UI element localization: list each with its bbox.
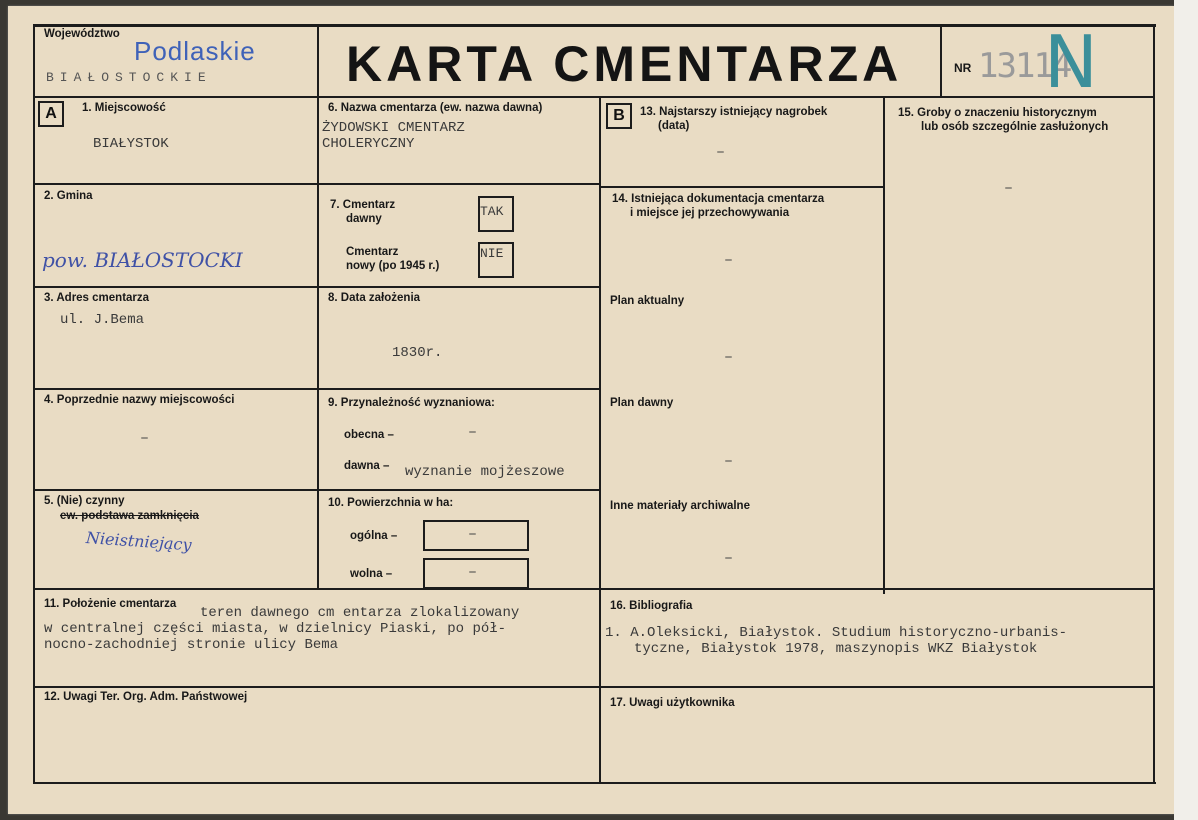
field-3-value: ul. J.Bema [60, 312, 145, 328]
plan-aktualny-value: – [724, 349, 734, 366]
field-14-label-line1: 14. Istniejąca dokumentacja cmentarza [612, 193, 825, 205]
field-13-label-line1: 13. Najstarszy istniejący nagrobek [640, 106, 828, 118]
line-row1 [34, 183, 601, 185]
field-11-line3: nocno-zachodniej stronie ulicy Bema [44, 637, 339, 653]
line-col3 [883, 96, 885, 594]
field-16-line2: tyczne, Białystok 1978, maszynopis WKZ Białystok [634, 641, 1038, 657]
field-7-nowy-line1: Cmentarz [346, 246, 399, 258]
field-7-label-line2: dawny [346, 213, 382, 225]
inne-materialy-value: – [724, 550, 734, 567]
field-1-label: 1. Miejscowość [82, 102, 166, 114]
line-header-bottom [34, 96, 1155, 98]
field-10-label: 10. Powierzchnia w ha: [328, 497, 454, 509]
field-9-dawna-value: wyznanie mojżeszowe [405, 464, 565, 480]
card-edge [1174, 0, 1198, 820]
line-row4 [34, 489, 601, 491]
line-col2 [599, 96, 601, 784]
field-6-value-line2: CHOLERYCZNY [322, 136, 415, 152]
nr-value: 13114 [978, 46, 1071, 86]
field-15-label-line2: lub osób szczególnie zasłużonych [921, 121, 1109, 133]
field-12-label: 12. Uwagi Ter. Org. Adm. Państwowej [44, 691, 248, 703]
nr-label: NR [954, 61, 972, 75]
field-1-value: BIAŁYSTOK [93, 136, 169, 152]
field-7-nie: NIE [480, 246, 504, 261]
line-col1 [317, 96, 319, 590]
field-11-label: 11. Położenie cmentarza [44, 598, 177, 610]
line-bottom [34, 782, 1156, 784]
field-10-wolna-value: – [468, 564, 478, 581]
field-9-obecna-value: – [468, 424, 478, 441]
field-11-line2: w centralnej części miasta, w dzielnicy Piaski, po pół- [44, 621, 507, 637]
field-5-label-line1: 5. (Nie) czynny [44, 495, 125, 507]
field-8-value: 1830r. [392, 345, 443, 361]
field-9-obecna-label: obecna – [344, 429, 394, 441]
field-16-label: 16. Bibliografia [610, 600, 693, 612]
line-header-div2 [940, 24, 942, 98]
nr-mark: N [1044, 20, 1098, 104]
field-3-label: 3. Adres cmentarza [44, 292, 150, 304]
line-top [34, 24, 1156, 27]
plan-aktualny-label: Plan aktualny [610, 295, 685, 307]
line-b-row1 [600, 186, 885, 188]
field-11-line1: teren dawnego cm entarza zlokalizowany [200, 605, 520, 621]
wojewodztwo-typed: BIAŁOSTOCKIE [46, 70, 212, 85]
line-row2 [34, 286, 601, 288]
card-title: KARTA CMENTARZA [346, 36, 903, 92]
field-14-value: – [724, 252, 734, 269]
field-5-value: Nieistniejący [85, 528, 193, 555]
field-15-value: – [1004, 180, 1014, 197]
field-15-label-line1: 15. Groby o znaczeniu historycznym [898, 107, 1097, 119]
field-10-ogolna-label: ogólna – [350, 530, 398, 542]
field-10-wolna-label: wolna – [350, 568, 393, 580]
line-right [1153, 24, 1155, 784]
field-6-value-line1: ŻYDOWSKI CMENTARZ [322, 120, 465, 136]
field-6-label: 6. Nazwa cmentarza (ew. nazwa dawna) [328, 102, 543, 114]
field-9-dawna-label: dawna – [344, 460, 390, 472]
field-13-label-line2: (data) [658, 120, 690, 132]
field-2-label: 2. Gmina [44, 190, 93, 202]
field-9-label: 9. Przynależność wyznaniowa: [328, 397, 495, 409]
field-5-label-line2: ew. podstawa zamknięcia [60, 510, 199, 522]
inne-materialy-label: Inne materiały archiwalne [610, 500, 750, 512]
field-4-label: 4. Poprzednie nazwy miejscowości [44, 394, 235, 406]
field-7-nowy-line2: nowy (po 1945 r.) [346, 260, 440, 272]
field-17-label: 17. Uwagi użytkownika [610, 697, 735, 709]
field-7-label-line1: 7. Cmentarz [330, 199, 396, 211]
line-row3 [34, 388, 601, 390]
field-7-tak: TAK [480, 204, 504, 219]
plan-dawny-label: Plan dawny [610, 397, 674, 409]
line-row5 [34, 588, 1155, 590]
plan-dawny-value: – [724, 453, 734, 470]
wojewodztwo-stamp: Podlaskie [134, 36, 256, 66]
section-b-marker: B [606, 103, 632, 129]
line-header-div1 [317, 24, 319, 98]
field-4-value: – [140, 430, 150, 447]
field-13-value: – [716, 144, 726, 161]
field-8-label: 8. Data założenia [328, 292, 421, 304]
field-2-value: pow. BIAŁOSTOCKI [42, 248, 243, 272]
line-row6 [34, 686, 1155, 688]
field-14-label-line2: i miejsce jej przechowywania [630, 207, 790, 219]
wojewodztwo-label: Województwo [44, 28, 120, 40]
field-16-line1: 1. A.Oleksicki, Białystok. Studium historyczno-urbanis- [605, 625, 1068, 641]
line-left [33, 24, 35, 784]
field-10-ogolna-value: – [468, 526, 478, 543]
section-a-marker: A [38, 101, 64, 127]
